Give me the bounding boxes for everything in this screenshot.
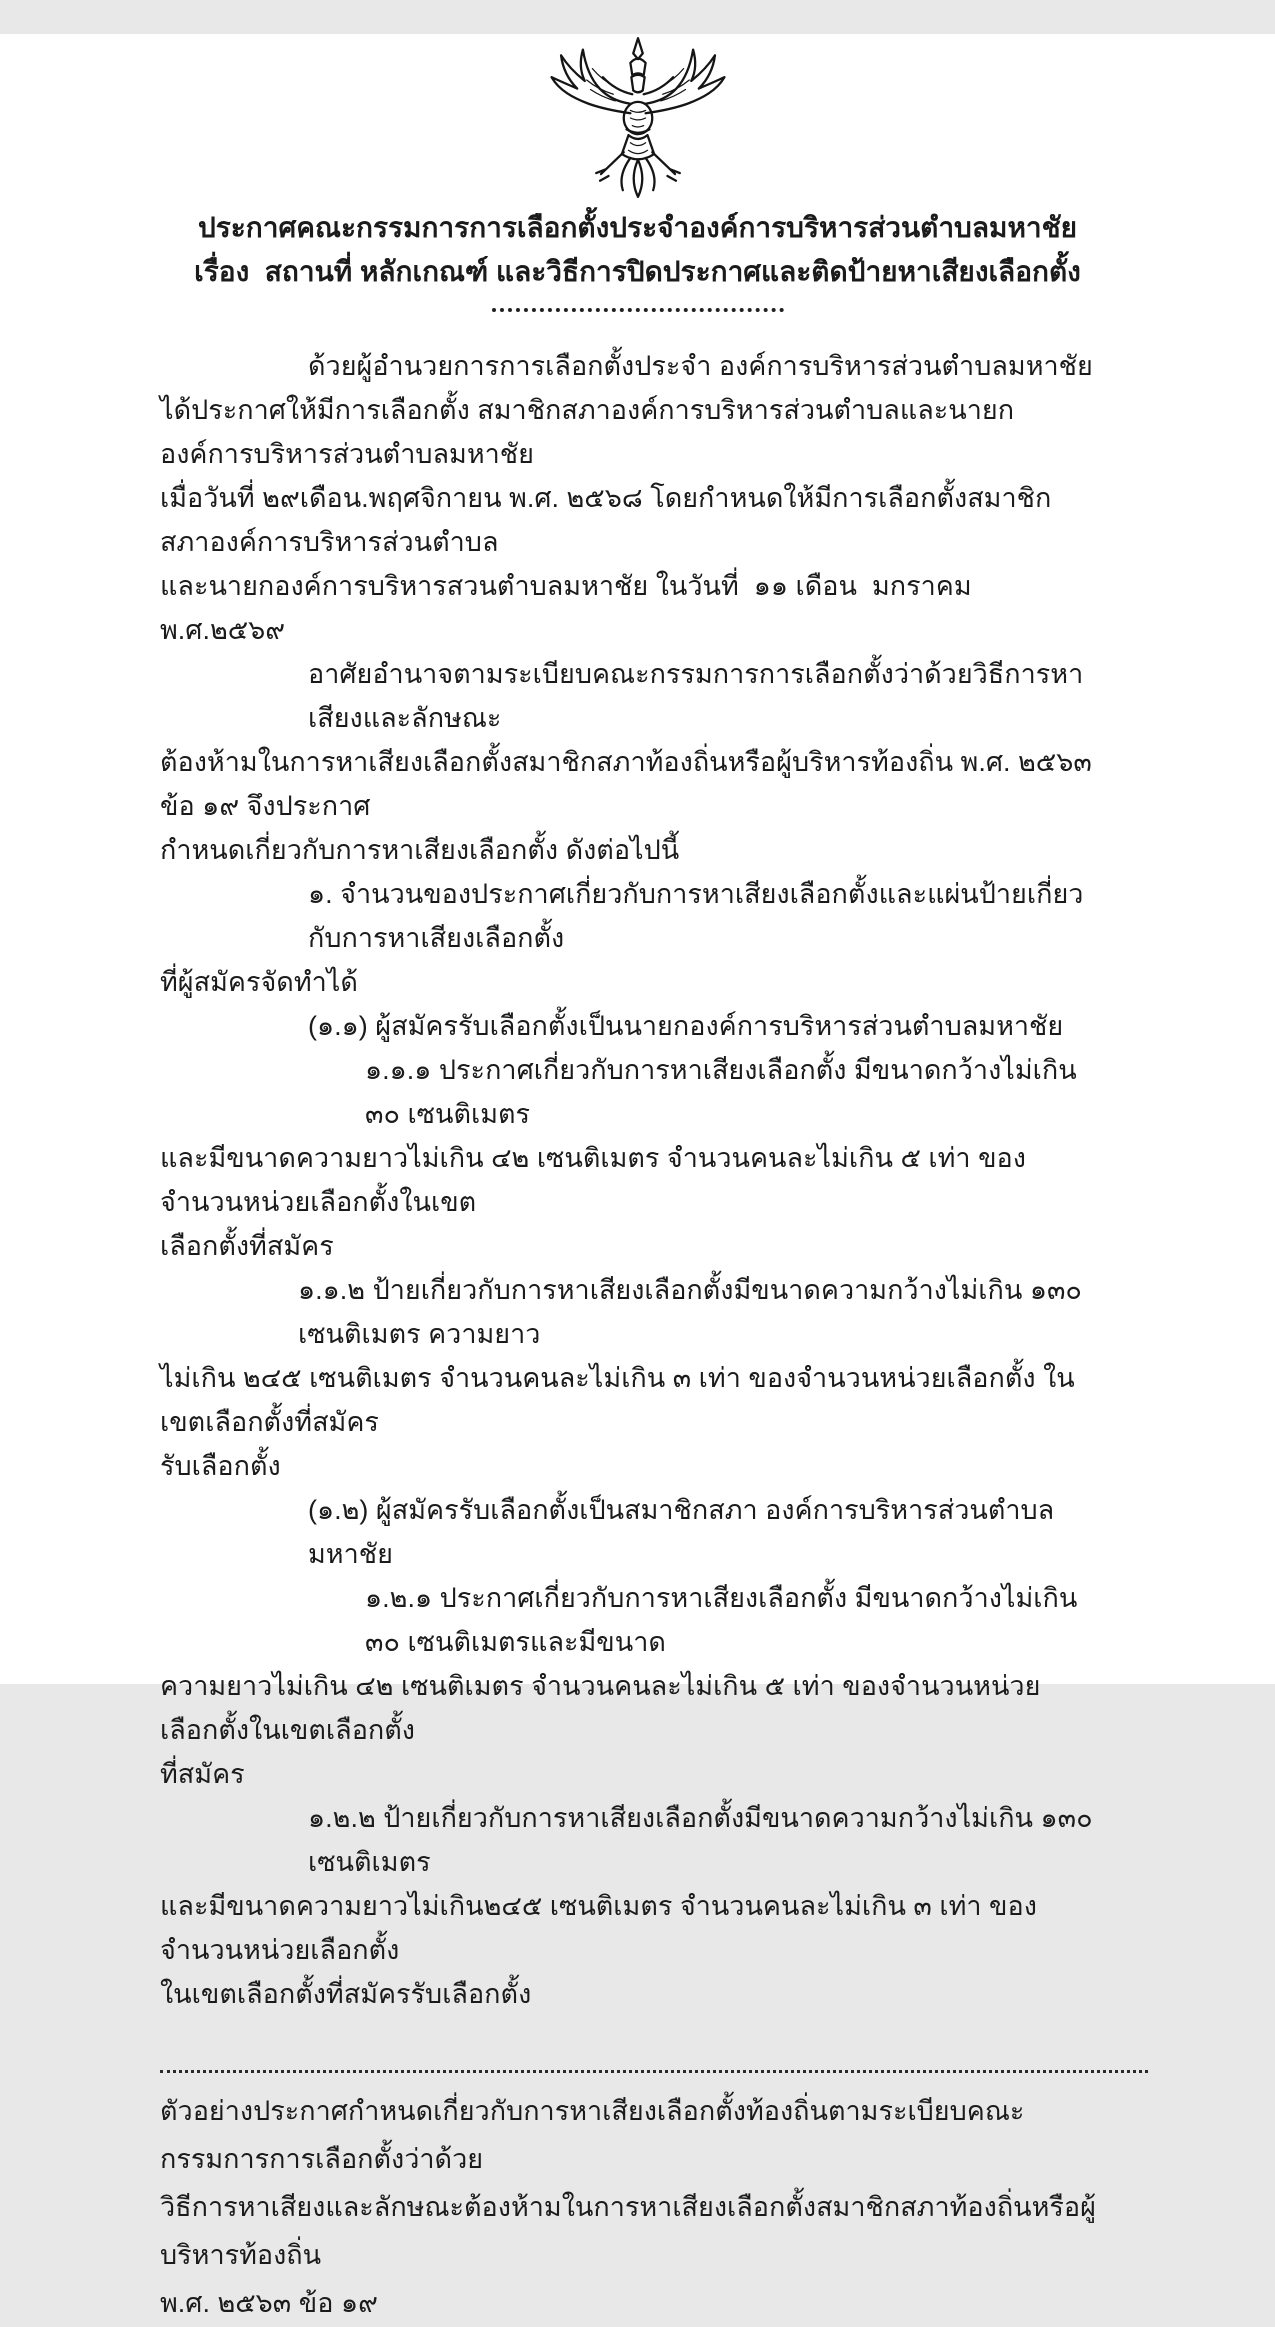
text-line: ๑.๑.๒ ป้ายเกี่ยวกับการหาเสียงเลือกตั้งมีขนาดความกว้างไม่เกิน ๑๓๐ เซนติเมตร ความยาว [298, 1275, 1090, 1349]
text-line: ได้ประกาศให้มีการเลือกตั้ง สมาชิกสภาองค์การบริหารส่วนตำบลและนายกองค์การบริหารส่วนตำบลมหาชัย [160, 395, 1015, 469]
text-line: (๑.๑) ผู้สมัครรับเลือกตั้งเป็นนายกองค์การบริหารส่วนตำบลมหาชัย [308, 1011, 1064, 1041]
text-line: และนายกองค์การบริหารสวนตำบลมหาชัย ในวันที่ ๑๑ เดือน มกราคม พ.ศ.๒๕๖๙ [160, 571, 980, 645]
text-line: ไม่เกิน ๒๔๕ เซนติเมตร จำนวนคนละไม่เกิน ๓ เท่า ของจำนวนหน่วยเลือกตั้ง ในเขตเลือกตั้งที่สมัคร [160, 1363, 1075, 1437]
text-line: อาศัยอำนาจตามระเบียบคณะกรรมการการเลือกตั้งว่าด้วยวิธีการหาเสียงและลักษณะ [308, 659, 1084, 733]
text-line: (๑.๒) ผู้สมัครรับเลือกตั้งเป็นสมาชิกสภา องค์การบริหารส่วนตำบลมหาชัย [308, 1495, 1055, 1569]
text-line: กำหนดเกี่ยวกับการหาเสียงเลือกตั้ง ดังต่อไปนี้ [160, 835, 680, 865]
document-body [160, 344, 1101, 2016]
footnote-separator-dots [160, 2070, 1148, 2073]
text-line: ๑. จำนวนของประกาศเกี่ยวกับการหาเสียงเลือกตั้งและแผ่นป้ายเกี่ยวกับการหาเสียงเลือกตั้ง [308, 879, 1084, 953]
text-line: เลือกตั้งที่สมัคร [160, 1231, 334, 1261]
text-line: เมื่อวันที่ ๒๙เดือน.พฤศจิกายน พ.ศ. ๒๕๖๘ โดยกำหนดให้มีการเลือกตั้งสมาชิกสภาองค์การบริหารส่วนตำบล [160, 483, 1052, 557]
text-line: และมีขนาดความยาวไม่เกิน ๔๒ เซนติเมตร จำนวนคนละไม่เกิน ๕ เท่า ของจำนวนหน่วยเลือกตั้งในเขต [160, 1143, 1026, 1217]
footnote [160, 2087, 1120, 2327]
text-line: ที่สมัคร [160, 1759, 245, 1789]
text-line: ที่ผู้สมัครจัดทำได้ [160, 967, 358, 997]
document-page [0, 34, 1275, 2318]
footnote-line: พ.ศ. ๒๕๖๓ ข้อ ๑๙ [160, 2288, 378, 2318]
text-line: ด้วยผู้อำนวยการการเลือกตั้งประจำ องค์การบริหารส่วนตำบลมหาชัย [308, 351, 1093, 381]
footnote-line: ตัวอย่างประกาศกำหนดเกี่ยวกับการหาเสียงเลือกตั้งท้องถิ่นตามระเบียบคณะกรรมการการเลือกตั้งว่าด้วย [160, 2096, 1025, 2174]
title-separator-dots [492, 308, 784, 312]
text-line: รับเลือกตั้ง [160, 1451, 281, 1481]
document-title-line2: เรื่อง สถานที่ หลักเกณฑ์ และวิธีการปิดประกาศและติดป้ายหาเสียงเลือกตั้ง [194, 256, 1081, 287]
text-line: ต้องห้ามในการหาเสียงเลือกตั้งสมาชิกสภาท้องถิ่นหรือผู้บริหารท้องถิ่น พ.ศ. ๒๕๖๓ ข้อ ๑๙ จึงประกาศ [160, 747, 1100, 821]
text-line: ในเขตเลือกตั้งที่สมัครรับเลือกตั้ง [160, 1979, 532, 2009]
footnote-line: วิธีการหาเสียงและลักษณะต้องห้ามในการหาเสียงเลือกตั้งสมาชิกสภาท้องถิ่นหรือผู้บริหารท้องถิ่น [160, 2192, 1096, 2270]
garuda-emblem [543, 34, 733, 202]
text-line: ๑.๒.๒ ป้ายเกี่ยวกับการหาเสียงเลือกตั้งมีขนาดความกว้างไม่เกิน ๑๓๐ เซนติเมตร [308, 1803, 1101, 1877]
text-line: และมีขนาดความยาวไม่เกิน๒๔๕ เซนติเมตร จำนวนคนละไม่เกิน ๓ เท่า ของจำนวนหน่วยเลือกตั้ง [160, 1891, 1037, 1965]
text-line: ๑.๑.๑ ประกาศเกี่ยวกับการหาเสียงเลือกตั้ง มีขนาดกว้างไม่เกิน ๓๐ เซนติเมตร [365, 1055, 1085, 1129]
garuda-emblem-drawing [543, 34, 733, 202]
text-line: ความยาวไม่เกิน ๔๒ เซนติเมตร จำนวนคนละไม่เกิน ๕ เท่า ของจำนวนหน่วยเลือกตั้งในเขตเลือกตั้ง [160, 1671, 1041, 1745]
document-title [0, 206, 1275, 312]
document-title-line1: ประกาศคณะกรรมการการเลือกตั้งประจำองค์การบริหารส่วนตำบลมหาชัย [197, 212, 1078, 243]
text-line: ๑.๒.๑ ประกาศเกี่ยวกับการหาเสียงเลือกตั้ง มีขนาดกว้างไม่เกิน ๓๐ เซนติเมตรและมีขนาด [365, 1583, 1085, 1657]
